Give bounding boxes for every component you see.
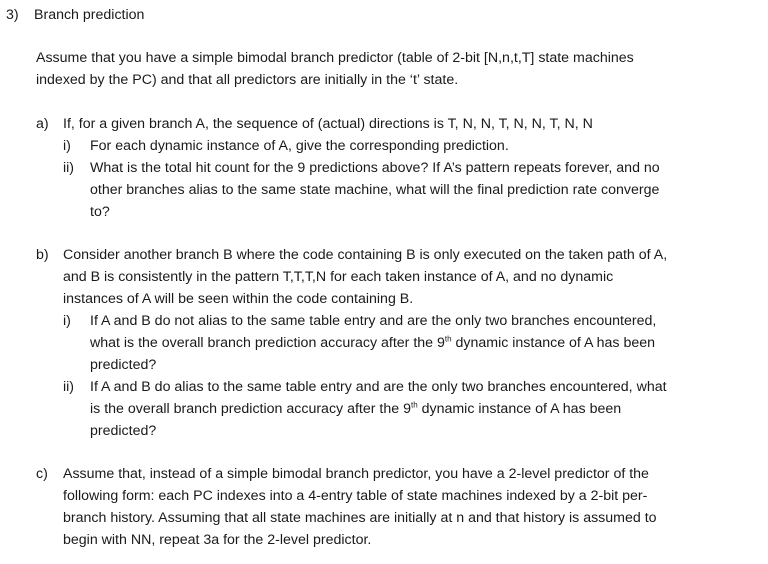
part-b-i-line-3: predicted?	[90, 357, 157, 373]
part-a-i-label: i)	[63, 138, 71, 154]
part-a-ii-line-1: What is the total hit count for the 9 predictions above? If A’s pattern repeats forever, and no	[90, 160, 660, 176]
part-a-ii-line-3: to?	[90, 204, 110, 220]
question-number: 3)	[6, 7, 19, 23]
part-b-line-1: Consider another branch B where the code containing B is only executed on the taken path of A,	[63, 247, 668, 263]
part-c-line-2: following form: each PC indexes into a 4-entry table of state machines indexed by a 2-bit per-	[63, 488, 648, 504]
part-b-i-line-2-pre: what is the overall branch prediction accuracy after the 9	[90, 335, 445, 351]
part-a-ii-line-2: other branches alias to the same state machine, what will the final prediction rate converge	[90, 182, 660, 198]
part-b-i-line-2-post: dynamic instance of A has been	[451, 335, 656, 351]
part-c-label: c)	[36, 466, 48, 482]
part-b-i-line-2	[90, 332, 655, 354]
part-c-line-3: branch history. Assuming that all state machines are initially at n and that history is assumed to	[63, 510, 657, 526]
part-b-label: b)	[36, 247, 49, 263]
part-b-ii-line-2-pre: is the overall branch prediction accuracy after the 9	[90, 401, 411, 417]
part-b-ii-line-2	[90, 398, 621, 420]
part-b-ii-ordinal-suffix: th	[410, 400, 418, 410]
part-b-line-2: and B is consistently in the pattern T,T,T,N for each taken instance of A, and no dynamic	[63, 269, 614, 285]
part-b-ii-line-2-post: dynamic instance of A has been	[417, 401, 622, 417]
part-b-i-ordinal-suffix: th	[444, 334, 452, 344]
part-a-ii-label: ii)	[63, 160, 75, 176]
part-b-ii-line-1: If A and B do alias to the same table entry and are the only two branches encountered, what	[90, 379, 667, 395]
part-b-i-label: i)	[63, 313, 71, 329]
part-c-line-4: begin with NN, repeat 3a for the 2-level predictor.	[63, 532, 372, 548]
part-a-label: a)	[36, 116, 49, 132]
intro-line-2: indexed by the PC) and that all predictors are initially in the ‘t’ state.	[36, 72, 459, 88]
part-b-ii-line-3: predicted?	[90, 423, 157, 439]
part-b-i-line-1: If A and B do not alias to the same table entry and are the only two branches encountered,	[90, 313, 657, 329]
part-a-line-1: If, for a given branch A, the sequence of (actual) directions is T, N, N, T, N, N, T, N, N	[63, 116, 593, 132]
part-c-line-1: Assume that, instead of a simple bimodal branch predictor, you have a 2-level predictor of the	[63, 466, 649, 482]
part-b-ii-label: ii)	[63, 379, 75, 395]
part-b-line-3: instances of A will be seen within the code containing B.	[63, 291, 414, 307]
part-a-i-line-1: For each dynamic instance of A, give the corresponding prediction.	[90, 138, 509, 154]
intro-line-1: Assume that you have a simple bimodal branch predictor (table of 2-bit [N,n,t,T] state machines	[36, 50, 634, 66]
question-title: Branch prediction	[34, 7, 145, 23]
